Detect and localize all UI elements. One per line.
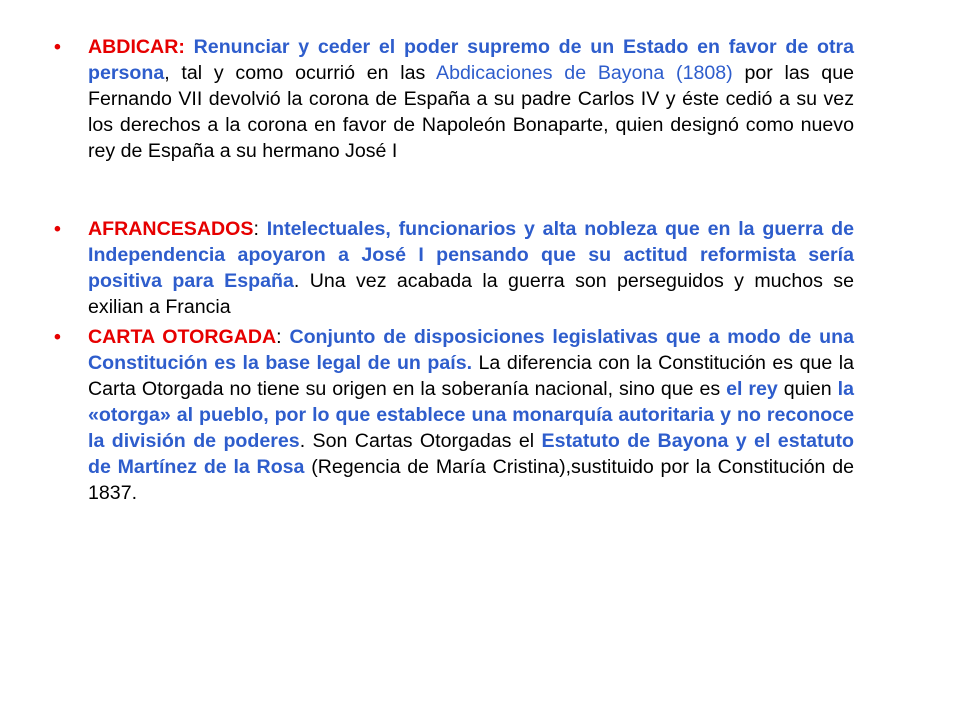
bullet-icon: • [54, 326, 61, 348]
text-segment: (Regencia de María Cristina),sustituido por la Constitución de 1837. [88, 456, 854, 504]
text-segment: : [276, 326, 290, 348]
text-segment: . Una vez acabada la guerra son perseguidos y muchos se exilian a Francia [88, 270, 854, 318]
definition-highlight: Renunciar y ceder el poder supremo de un Estado en favor de otra persona [88, 36, 854, 84]
entry-abdicar [54, 34, 854, 164]
definition-highlight: Conjunto de disposiciones legislativas que a modo de una Constitución es la base legal de un país. [88, 326, 854, 374]
definition-highlight: Intelectuales, funcionarios y alta nobleza que en la guerra de Independencia apoyaron a José I pensando que su actitud reformista sería positiva para España [88, 218, 854, 292]
definition-highlight: el rey [726, 378, 778, 400]
definition-highlight: la «otorga» al pueblo, por lo que establece una monarquía autoritaria y no reconoce la división de poderes [88, 378, 854, 452]
text-segment: . Son Cartas Otorgadas el [299, 430, 542, 452]
term-carta-otorgada: CARTA OTORGADA [88, 326, 277, 348]
bullet-icon: • [54, 36, 61, 58]
text-segment: : [253, 218, 267, 240]
bullet-icon: • [54, 218, 61, 240]
text-segment [185, 36, 194, 58]
term-abdicar: ABDICAR: [88, 36, 185, 58]
historical-reference: Abdicaciones de Bayona (1808) [436, 62, 733, 84]
glossary-list [54, 34, 854, 506]
entry-carta-otorgada [54, 324, 854, 506]
entry-afrancesados [54, 216, 854, 320]
text-segment: por las que Fernando VII devolvió la corona de España a su padre Carlos IV y éste cedió a su vez los derechos a la corona en favor de Napoleón Bonaparte, quien designó como nuevo rey de España a su hermano José I [88, 62, 854, 162]
term-afrancesados: AFRANCESADOS [88, 218, 254, 240]
definition-highlight: Estatuto de Bayona y el estatuto de Martínez de la Rosa [88, 430, 854, 478]
text-segment: La diferencia con la Constitución es que la Carta Otorgada no tiene su origen en la soberanía nacional, sino que es [88, 352, 854, 400]
text-segment: quien [777, 378, 838, 400]
text-segment: , tal y como ocurrió en las [164, 62, 436, 84]
